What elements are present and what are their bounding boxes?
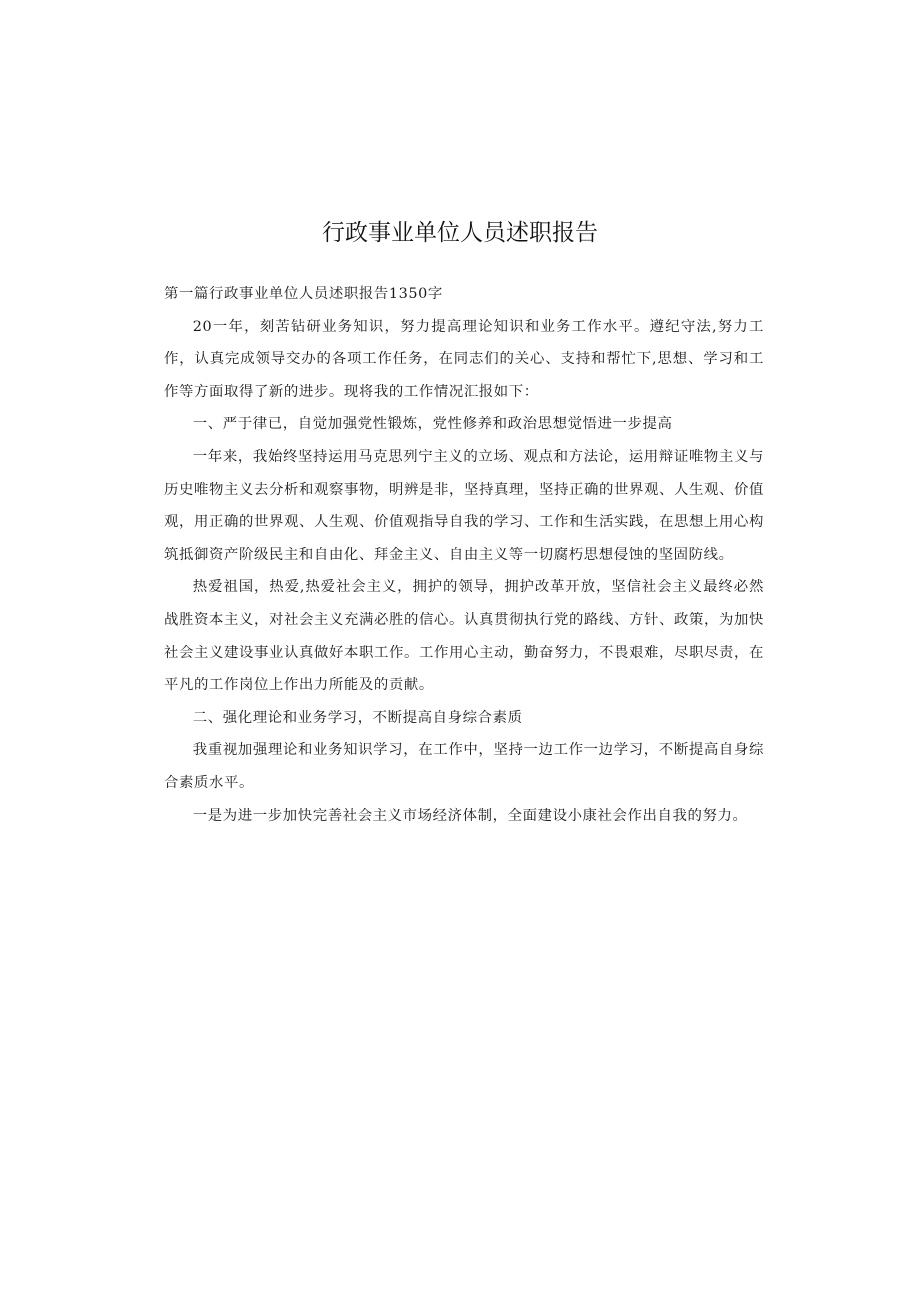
paragraph-ideology: 一年来，我始终坚持运用马克思列宁主义的立场、观点和方法论，运用辩证唯物主义与历史唯物主义去分析和观察事物，明辨是非，坚持真理，坚持正确的世界观、人生观、价值观，用正确的世界观、人生观、价值观指导自我的学习、工作和生活实践，在思想上用心构筑抵御资产阶级民主和自由化、拜金主义、自由主义等一切腐朽思想侵蚀的坚固防线。: [164, 448, 764, 563]
paragraph-intro: 20一年，刻苦钻研业务知识，努力提高理论知识和业务工作水平。遵纪守法,努力工作，认真完成领导交办的各项工作任务，在同志们的关心、支持和帮忙下,思想、学习和工作等方面取得了新的进步。现将我的工作情况汇报如下：: [164, 318, 764, 400]
paragraph-point-one: 一是为进一步加快完善社会主义市场经济体制，全面建设小康社会作出自我的努力。: [192, 807, 748, 824]
section-heading-2: 二、强化理论和业务学习，不断提高自身综合素质: [192, 709, 523, 726]
document-subtitle: 第一篇行政事业单位人员述职报告1350字: [164, 286, 443, 302]
paragraph-study: 我重视加强理论和业务知识学习，在工作中，坚持一边工作一边学习，不断提高自身综合素质水平。: [164, 742, 764, 791]
section-heading-1: 一、严于律已，自觉加强党性锻炼，党性修养和政治思想觉悟进一步提高: [192, 416, 673, 433]
document-title: 行政事业单位人员述职报告: [322, 220, 598, 246]
document-body: [164, 278, 764, 832]
paragraph-patriotism: 热爱祖国，热爱,热爱社会主义，拥护的领导，拥护改革开放，坚信社会主义最终必然战胜资本主义，对社会主义充满必胜的信心。认真贯彻执行党的路线、方针、政策，为加快社会主义建设事业认真做好本职工作。工作用心主动，勤奋努力，不畏艰难，尽职尽责，在平凡的工作岗位上作出力所能及的贡献。: [164, 579, 764, 694]
